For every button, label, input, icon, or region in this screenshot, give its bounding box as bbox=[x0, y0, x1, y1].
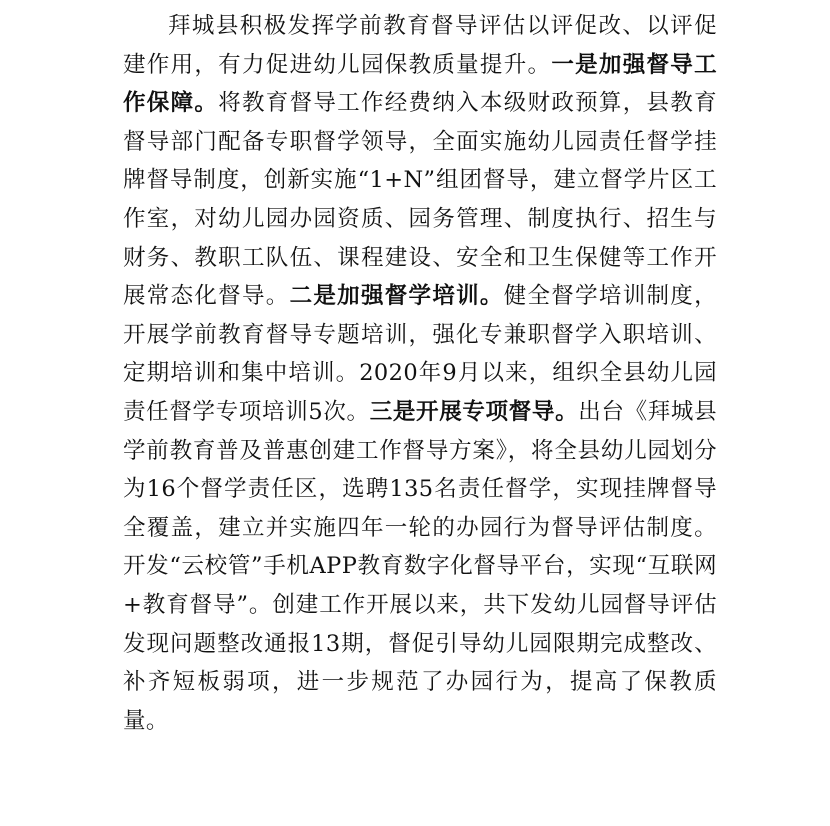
point-two-text: 健全督学培训制度，开展学前教育督导专题培训，强化专兼职督学入职培训、定期培训和集中培训。2020年9月以来，组织全县幼儿园责任督学专项培训5次。 bbox=[123, 283, 717, 425]
intro-text: 拜城县积极发挥学前教育督导评估以评促改、以评促建作用，有力促进幼儿园保教质量提升。 bbox=[123, 13, 717, 78]
point-two-heading: 二是加强督学培训。 bbox=[289, 283, 504, 310]
point-three-heading: 三是开展专项督导。 bbox=[369, 398, 579, 425]
point-three-text: 出台《拜城县学前教育普及普惠创建工作督导方案》，将全县幼儿园划分为16个督学责任区，选聘135名责任督学，实现挂牌督导全覆盖，建立并实施四年一轮的办园行为督导评估制度。开发“云校管”手机APP教育数字化督导平台，实现“互联网+教育督导”。创建工作开展以来，共下发幼儿园督导评估发现问题整改通报13期，督促引导幼儿园限期完成整改、补齐短板弱项，进一步规范了办园行为，提高了保教质量。 bbox=[123, 398, 718, 734]
body-paragraph bbox=[123, 7, 717, 740]
point-one-heading: 一是加强督导工作保障。 bbox=[123, 51, 717, 117]
point-one-text: 将教育督导工作经费纳入本级财政预算，县教育督导部门配备专职督学领导，全面实施幼儿园责任督学挂牌督导制度，创新实施“1+N”组团督导，建立督学片区工作室，对幼儿园办园资质、园务管理、制度执行、招生与财务、教职工队伍、课程建设、安全和卫生保健等工作开展常态化督导。 bbox=[123, 90, 717, 310]
